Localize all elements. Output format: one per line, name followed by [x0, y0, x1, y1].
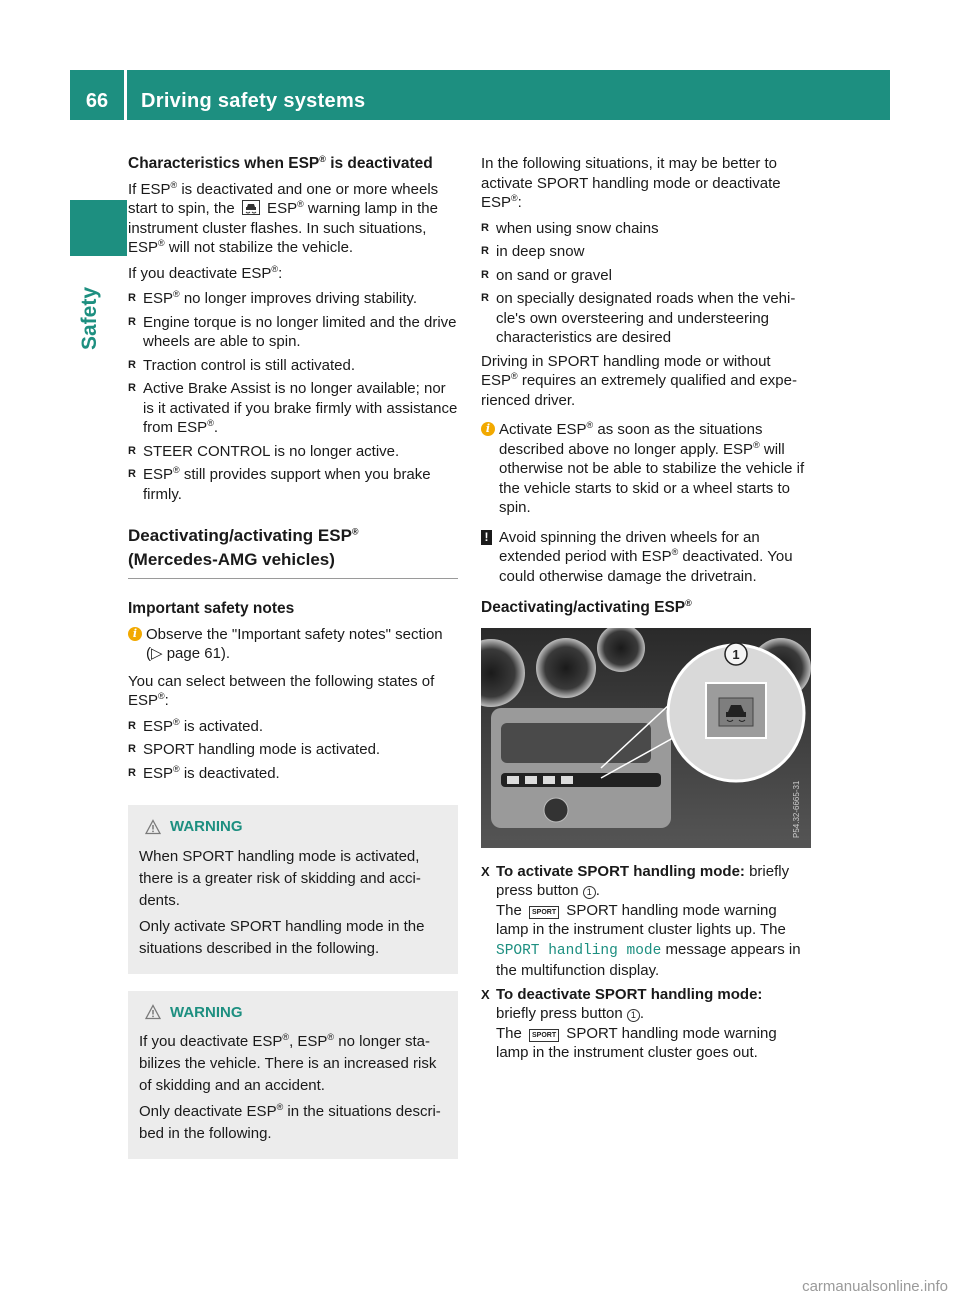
paragraph-situations-intro: In the following situations, it may be better to activate SPORT handling mode or deactivate ESP®: — [481, 155, 781, 211]
paragraph-deactivated-spin: If ESP® is deactivated and one or more wheels start to spin, the ESP® warning lamp in the instrument cluster flashes. In such situations, ESP® will not stabilize the vehicle. — [128, 179, 439, 256]
warning-box-sport: WARNING When SPORT handling mode is activated, there is a greater risk of skidding and accidents. Only activate SPORT handling mode in the situations described in the following. — [128, 805, 458, 974]
esp-warning-lamp-icon — [242, 200, 260, 215]
list-item: R when using snow chains — [481, 219, 659, 237]
characteristics-heading: Characteristics when ESP® is deactivated — [128, 153, 433, 172]
step-deactivate-sport: X To deactivate SPORT handling mode: briefly press button 1 . The SPORT SPORT handling mode warning lamp in the instrument cluster goes out. — [481, 985, 777, 1061]
list-item: R STEER CONTROL is no longer active. — [128, 442, 400, 460]
deactivation-effects-list — [128, 289, 458, 504]
step-arrow-icon: X — [481, 863, 490, 879]
callout-1-icon: 1 — [583, 886, 596, 899]
paragraph-if-deactivate: If you deactivate ESP®: — [128, 263, 283, 282]
warning-triangle-icon — [145, 819, 161, 835]
warning-title: WARNING — [170, 818, 243, 835]
step-activate-sport: X To activate SPORT handling mode: briefly press button 1 . The SPORT SPORT handling mode warning lamp in the instrument cluster lights up. The SPORT handling mode message appears in the multifunction display. — [481, 862, 801, 979]
list-item: R in deep snow — [481, 243, 585, 260]
watermark: carmanualsonline.info — [802, 1277, 948, 1295]
info-icon: i — [481, 422, 495, 436]
list-item: R ESP® no longer improves driving stability. — [128, 289, 417, 307]
sport-lamp-icon: SPORT — [529, 906, 559, 919]
dashboard-photo — [481, 628, 811, 848]
list-item: R ESP® is activated. — [128, 716, 264, 735]
safety-notes-heading: Important safety notes — [128, 600, 295, 617]
sport-lamp-icon: SPORT — [529, 1029, 559, 1042]
left-column — [128, 154, 458, 1176]
list-item: R ESP® is deactivated. — [128, 763, 280, 782]
situations-list — [481, 219, 811, 348]
esp-states-list — [128, 717, 458, 784]
callout-1-icon: 1 — [627, 1009, 640, 1022]
section-heading-esp: Deactivating/activating ESP® — [481, 597, 692, 616]
right-column — [481, 154, 811, 1067]
paragraph-select-states: You can select between the following states of ESP®: — [128, 672, 435, 709]
section-heading-amg: Deactivating/activating ESP® (Mercedes-AMG vehicles) — [128, 524, 458, 579]
list-item: R Active Brake Assist is no longer available; nor is it activated if you brake firmly with assistance from ESP®. — [128, 380, 458, 436]
info-note-activate: i Activate ESP® as soon as the situations described above no longer apply. ESP® will otherwise not be able to stabilize the vehicle if the vehicle starts to skid or a wheel starts to spin. — [481, 420, 811, 518]
paragraph-qualified-driver: Driving in SPORT handling mode or without ESP® requires an extremely qualified and experienced driver. — [481, 352, 797, 409]
photo-callout-1: 1 — [732, 646, 740, 662]
page-ref-arrow-icon: ▷ — [151, 645, 163, 662]
warning-box-esp: WARNING If you deactivate ESP®, ESP® no longer stabilizes the vehicle. There is an increased risk of skidding and an accident. Only deactivate ESP® in the situations described in the following. — [128, 991, 458, 1160]
page-reference-link[interactable]: page 61). — [162, 645, 231, 662]
warning-title: WARNING — [170, 1003, 243, 1021]
step-arrow-icon: X — [481, 986, 490, 1002]
list-item: R on specially designated roads when the vehicle's own oversteering and understeering characteristics are desired — [481, 290, 796, 346]
display-message: SPORT handling mode — [496, 942, 662, 959]
side-tab-label: Safety — [78, 286, 101, 350]
exclamation-icon: ! — [481, 530, 492, 545]
list-item: R SPORT handling mode is activated. — [128, 741, 381, 758]
list-item: R ESP® still provides support when you brake firmly. — [128, 465, 431, 503]
side-tab-block — [70, 200, 127, 256]
list-item: R Engine torque is no longer limited and the drive wheels are able to spin. — [128, 313, 457, 350]
page-number: 66 — [85, 90, 109, 112]
list-item: R Traction control is still activated. — [128, 356, 356, 374]
list-item: R on sand or gravel — [481, 266, 612, 284]
info-note-safety: i Observe the "Important safety notes" section (▷ page 61). — [128, 625, 458, 664]
page-title: Driving safety systems — [141, 90, 366, 112]
photo-code: P54.32-6665-31 — [792, 780, 801, 838]
header-divider — [124, 70, 127, 120]
notice-drivetrain: ! Avoid spinning the driven wheels for an extended period with ESP® deactivated. You could otherwise damage the drivetrain. — [481, 528, 811, 587]
info-icon: i — [128, 627, 142, 641]
warning-triangle-icon — [145, 1004, 161, 1020]
